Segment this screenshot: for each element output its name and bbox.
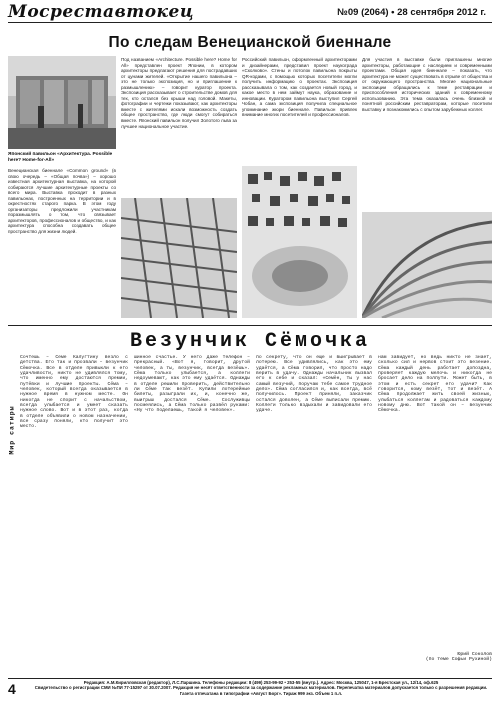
article2-column-4: нам завидует, но ведь никто не знает, сколько сил и нервов стоит это везение. Сёма каждый день работает допоздна, проверяет каждую мелочь и никогда не бросает дело на полпути. Может быть, в этом и есть секрет его удачи? Как говорится, кому везёт, тот и везёт. А Сёма продолжает жить своей жизнью, улыбаться коллегам и радоваться каждому новому дню. Вот такой он – везунчик Сёмочка. [378, 355, 492, 414]
photo-curved-structure [362, 212, 492, 318]
footer-line-2: Свидетельство о регистрации СМИ №ПИ 77-15297 от 30.07.2007. Редакция не несёт ответственности за содержание рекламных материалов. Перепечатка материалов допускается только с разрешения редакции. [34, 685, 488, 691]
section-rule [8, 325, 492, 326]
footer-line-3: Газета отпечатана в типографии «Август Борг». Тираж 999 экз. Объем 1 п.л. [179, 690, 343, 696]
masthead [0, 0, 500, 33]
footer-line-1: Редакция: А.М.Кирилловская (редактор), Л.С.Паршина. Телефоны редакции: 8 (499) 253-99-92 • 253-55 (внутр.). Адрес: Москва, 125047, 1-я Брестская ул., 12/14, оф.625 [83, 680, 439, 685]
photo-japanese-pavilion-image [8, 56, 116, 149]
issue-info: №09 (2064) • 28 сентября 2012 г. [337, 7, 486, 18]
article2-column-3: по секрету, что он еще и выигрывает в лотерею. Все удивлялись, как это ему удаётся, а Сёма говорил, что просто надо верить в удачу. Однажды начальник вызвал его к себе и сказал: «Семён, ты у нас самый везучий, поручаю тебе самое трудное дело». Сёма согласился и, как всегда, всё получилось. Проект приняли, заказчик остался доволен, а Сёме выписали премию. Коллеги только вздыхали и завидовали его удаче. [256, 355, 372, 414]
author-signature [378, 652, 492, 663]
footer-imprint [30, 680, 492, 696]
article1-column-3: Российский павильон, оформленный архитекторами и дизайнерами, представил проект наукограда «Сколково». Стены и потолок павильона покрыты QR-кодами, с помощью которых посетители могли получить информацию о проектах. Экспозиция рассказывала о том, как создается новый город, и какое место в нем займут наука, образование и инновации. Куратором павильона выступил Сергей Чобан, а сама экспозиция получила специальное упоминание жюри биеннале. Павильон привлек внимание многих посетителей и профессионалов. [242, 57, 357, 118]
footer-rule [8, 678, 492, 679]
section-side-label [8, 402, 16, 458]
newspaper-logo: Мосреставтокец [8, 2, 195, 22]
article2-column-2: шинное счастье. У него даже телефон – прекрасный. «Вот я, говорит, другой человек, а ты, везунчик, всегда везёшь». Сёма только улыбается, а коллеги недоумевают, как это ему удаётся. Однажды в отделе решили проверить, действительно ли Сёме так везёт. Купили лотерейные билеты, разыграли их, и, конечно же, выигрыш достался Сёме. Сослуживцы посмеялись, а Сёма только развёл руками: «Ну что поделаешь, такой я человек». [134, 355, 250, 414]
section-side-label-text: Мир сатиры [8, 405, 16, 455]
author-note: (по теме Софьи Рухиной) [425, 657, 492, 663]
photo-curved-structure-image [362, 212, 492, 318]
article-title-vezunchik: Везунчик Сёмочка [129, 330, 371, 353]
photo-japanese-pavilion [8, 56, 116, 149]
author-name: Юрий Соколов [457, 652, 492, 657]
article1-column-4: Для участия в выставке были приглашены многие архитекторы, работающие с наследием и современными проектами. Общая идея биеннале – показать, что архитектура не может существовать в отрыве от общества и от окружающего пространства. Многие национальные экспозиции обращались к теме реставрации и приспособления исторических зданий к современному использованию. Эта тема оказалась очень близкой и понятной российским реставраторам, которые посетили выставку и познакомились с опытом зарубежных коллег. [362, 57, 492, 112]
article1-column-1: Венецианская биеннале «Common ground» (в свою очередь – «Общая почва») – хорошо известная архитектурная выставка, на которой собираются лучшие архитектурные проекты со всего мира. Выставка проходит в разных павильонах, построенных на территории и в окрестностях старого парка. В этом году организаторы предложили участникам поразмышлять о том, что связывает архитекторов, профессионалов и общество, и как архитектура способна создавать общее пространство для жизни людей. [8, 168, 116, 235]
masthead-rule [8, 22, 492, 23]
photo-wooden-lattice [121, 198, 237, 318]
article2-column-1: Сочтёшь – Сёме Калугтину везло с детства. Его так и прозвали – везунчик Сёмочка. Все в отделе привыкли к его удачливости, никто не удивлялся тому, что именно ему достаются премии, путёвки и лучшие проекты. Сёма – человек, который всегда оказывается в нужное время в нужном месте. Он никогда не спорит с начальством, всегда улыбается и умеет сказать нужное слово. Вот и в этот раз, когда в отделе объявили о новом назначении, все сразу поняли, кто получит это место. [20, 355, 128, 430]
photo-qr-wall [242, 166, 357, 318]
photo-wooden-lattice-image [121, 198, 237, 318]
page-number: 4 [8, 681, 16, 697]
photo-qr-wall-image [242, 166, 357, 318]
article1-column-2: Под названием «Architecture. Possible here? Home for All» представлен проект Японии, в котором архитекторы предлагают решения для пострадавших от цунами жителей. «Открытие нашего павильона – это не только экспозиция, но и приглашение к размышлению» – говорит куратор проекта. Экспозиция рассказывает о строительстве домов для тех, кто остался без крыши над головой. Макеты, фотографии и чертежи показывают, как архитекторы вместе с жителями искали возможность создать общее пространство, где люди смогут собираться вместе. Японский павильон получил Золотого льва за лучшее национальное участие. [121, 57, 237, 129]
article-title-biennale: По следам Венецианской биеннале [108, 34, 392, 51]
photo-caption: Японский павильон «Архитектура. Possible here? Home-for-All» [8, 152, 113, 163]
